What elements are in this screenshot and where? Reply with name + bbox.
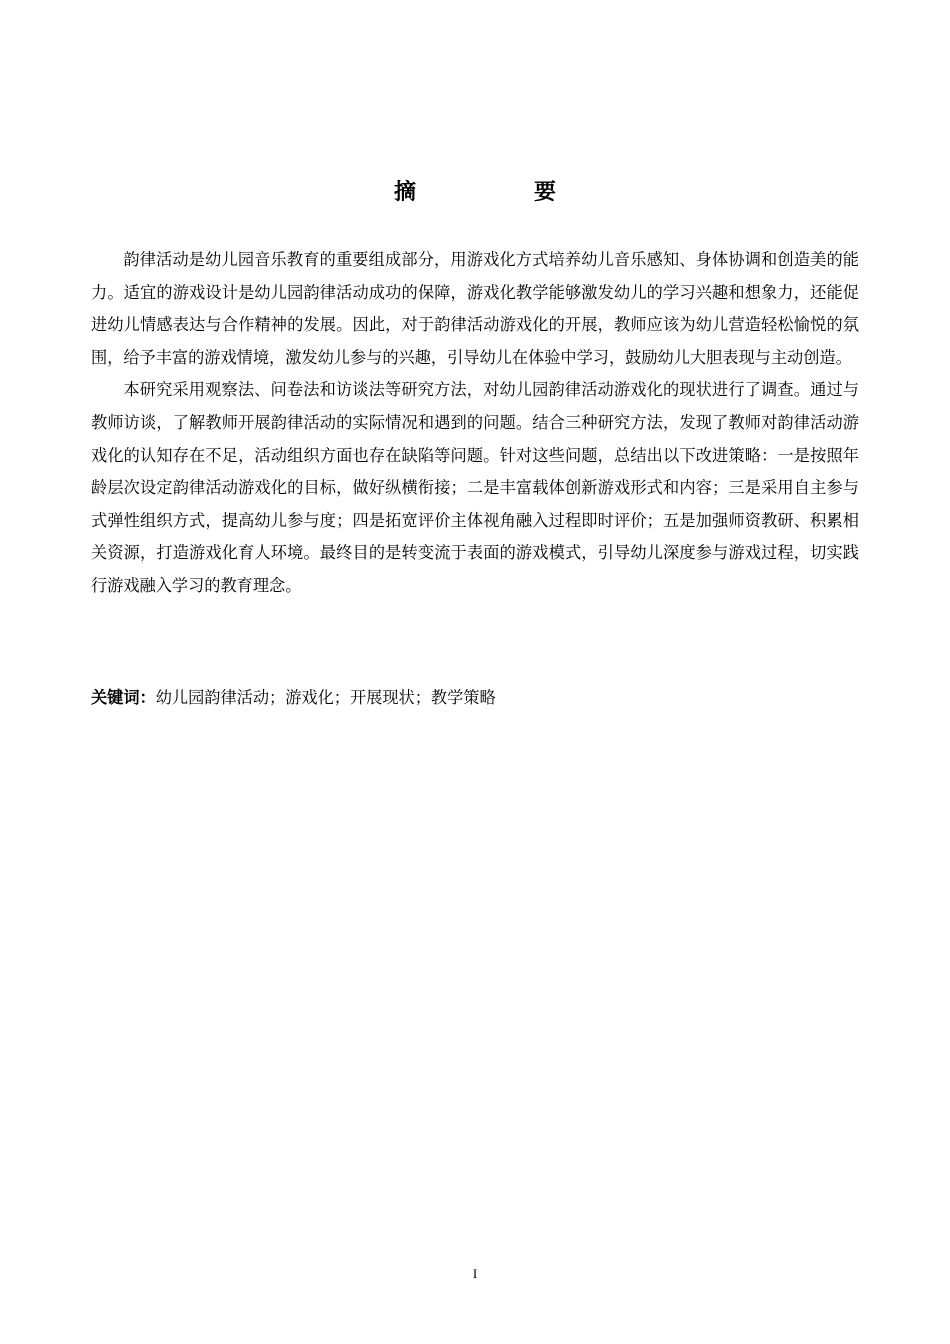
keywords-value: 幼儿园韵律活动；游戏化；开展现状；教学策略 bbox=[155, 688, 496, 707]
page-number: I bbox=[472, 1266, 478, 1281]
abstract-paragraph-2: 本研究采用观察法、问卷法和访谈法等研究方法，对幼儿园韵律活动游戏化的现状进行了调查。通过与教师访谈，了解教师开展韵律活动的实际情况和遇到的问题。结合三种研究方法，发现了教师对韵律活动游戏化的认知存在不足，活动组织方面也存在缺陷等问题。针对这些问题，总结出以下改进策略：一是按照年龄层次设定韵律活动游戏化的目标，做好纵横衔接；二是丰富载体创新游戏形式和内容；三是采用自主参与式弹性组织方式，提高幼儿参与度；四是拓宽评价主体视角融入过程即时评价；五是加强师资教研、积累相关资源，打造游戏化育人环境。最终目的是转变流于表面的游戏模式，引导幼儿深度参与游戏过程，切实践行游戏融入学习的教育理念。 bbox=[91, 380, 859, 595]
abstract-paragraph-1: 韵律活动是幼儿园音乐教育的重要组成部分，用游戏化方式培养幼儿音乐感知、身体协调和创造美的能力。适宜的游戏设计是幼儿园韵律活动成功的保障，游戏化教学能够激发幼儿的学习兴趣和想象力，还能促进幼儿情感表达与合作精神的发展。因此，对于韵律活动游戏化的开展，教师应该为幼儿营造轻松愉悦的氛围，给予丰富的游戏情境，激发幼儿参与的兴趣，引导幼儿在体验中学习，鼓励幼儿大胆表现与主动创造。 bbox=[91, 250, 859, 367]
abstract-body bbox=[91, 244, 859, 603]
keywords-label: 关键词： bbox=[91, 688, 156, 707]
abstract-title: 摘 要 bbox=[393, 180, 604, 205]
keywords-line bbox=[91, 683, 859, 713]
